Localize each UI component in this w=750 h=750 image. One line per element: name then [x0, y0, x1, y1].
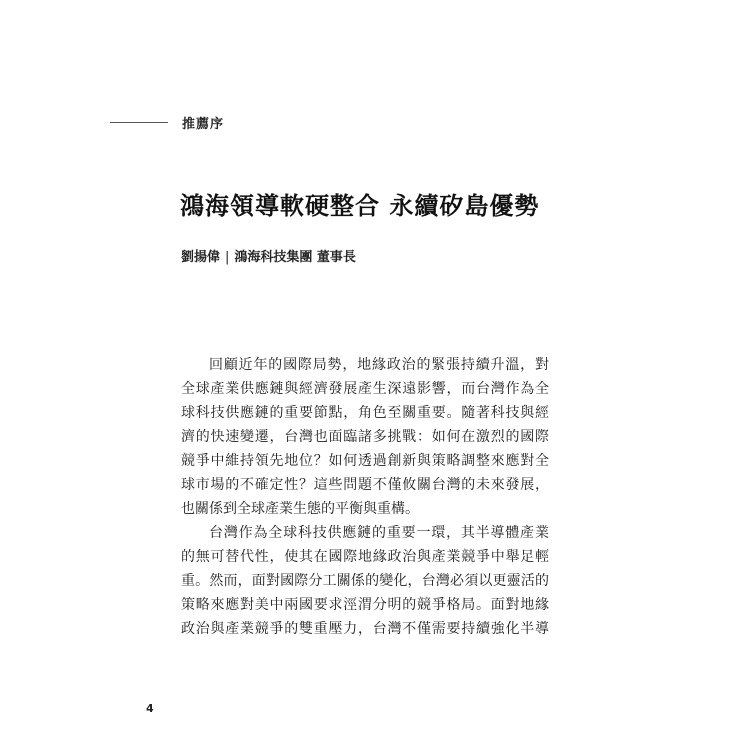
paragraph-line: 回顧近年的國際局勢，地緣政治的緊張持續升溫，對: [209, 357, 549, 373]
section-rule: [110, 122, 168, 123]
article-title: 鴻海領導軟硬整合 永續矽島優勢: [180, 192, 540, 220]
author-name: 劉揚偉: [181, 250, 221, 265]
paragraph-line: 政治與產業競爭的雙重壓力，台灣不僅需要持續強化半導: [181, 621, 549, 637]
author-affiliation: 鴻海科技集團 董事長: [234, 250, 356, 265]
paragraph-line: 球科技供應鏈的重要節點，角色至關重要。隨著科技與經: [181, 405, 549, 421]
body-text: [181, 353, 549, 641]
paragraph-line: 球市場的不確定性？這些問題不僅攸關台灣的未來發展，: [181, 477, 549, 493]
page-number: 4: [146, 702, 154, 715]
paragraph-line: 濟的快速變遷，台灣也面臨諸多挑戰：如何在激烈的國際: [181, 429, 549, 445]
byline: [181, 246, 356, 265]
paragraph-line: 全球產業供應鏈與經濟發展產生深遠影響，而台灣作為全: [181, 381, 549, 397]
paragraph-line: 的無可替代性，使其在國際地緣政治與產業競爭中舉足輕: [181, 549, 549, 565]
paragraph-line: 台灣作為全球科技供應鏈的重要一環，其半導體產業: [209, 525, 549, 541]
paragraph-line: 也關係到全球產業生態的平衡與重構。: [181, 501, 419, 517]
paragraph-line: 策略來應對美中兩國要求涇渭分明的競爭格局。面對地緣: [181, 597, 549, 613]
paragraph-line: 重。然而，面對國際分工關係的變化，台灣必須以更靈活的: [181, 573, 549, 589]
section-label: 推薦序: [182, 117, 225, 132]
paragraph-line: 競爭中維持領先地位？如何透過創新與策略調整來應對全: [181, 453, 549, 469]
byline-separator: |: [225, 250, 230, 265]
